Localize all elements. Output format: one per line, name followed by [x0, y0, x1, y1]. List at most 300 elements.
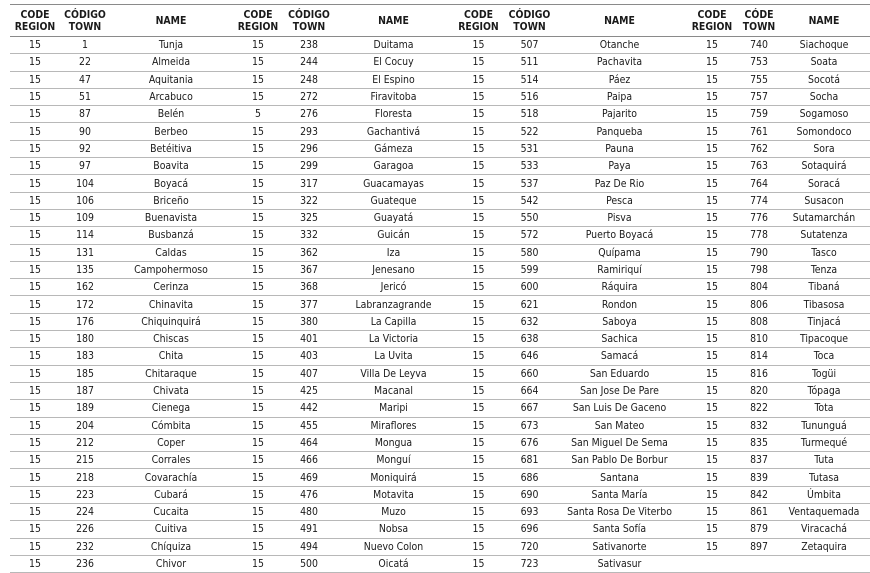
cell-codigo-town: 790	[740, 244, 778, 261]
cell-code-region: 15	[684, 123, 740, 140]
cell-code-region: 15	[453, 452, 504, 469]
cell-name: Tunja	[110, 37, 232, 54]
cell-codigo-town: 755	[740, 71, 778, 88]
cell-name: Cucaita	[110, 504, 232, 521]
cell-code-region: 15	[10, 504, 60, 521]
cell-code-region: 15	[232, 140, 284, 157]
cell-codigo-town: 511	[504, 54, 555, 71]
cell-codigo-town: 135	[60, 261, 110, 278]
table-row	[10, 158, 870, 175]
cell-code-region: 15	[684, 88, 740, 105]
cell-name: Cubará	[110, 486, 232, 503]
cell-code-region: 15	[684, 209, 740, 226]
cell-name: Sativanorte	[555, 538, 684, 555]
cell-name: Cuitiva	[110, 521, 232, 538]
cell-codigo-town: 362	[284, 244, 334, 261]
column-header-line1: NAME	[378, 14, 409, 27]
cell-code-region: 15	[453, 158, 504, 175]
cell-codigo-town: 401	[284, 331, 334, 348]
cell-code-region: 15	[684, 71, 740, 88]
cell-name: Sachica	[555, 331, 684, 348]
cell-codigo-town: 368	[284, 279, 334, 296]
table-row	[10, 417, 870, 434]
cell-name: Tibaná	[778, 279, 870, 296]
cell-code-region: 15	[232, 296, 284, 313]
cell-codigo-town: 572	[504, 227, 555, 244]
table-row	[10, 400, 870, 417]
cell-code-region: 15	[684, 37, 740, 54]
cell-code-region: 15	[10, 244, 60, 261]
towns-table	[10, 4, 870, 573]
cell-codigo-town: 822	[740, 400, 778, 417]
cell-codigo-town: 763	[740, 158, 778, 175]
cell-name: Sotaquirá	[778, 158, 870, 175]
cell-code-region: 15	[684, 382, 740, 399]
table-row	[10, 175, 870, 192]
cell-name: Guateque	[334, 192, 453, 209]
cell-name: Tópaga	[778, 382, 870, 399]
cell-codigo-town: 299	[284, 158, 334, 175]
cell-codigo-town: 480	[284, 504, 334, 521]
cell-name: La Capilla	[334, 313, 453, 330]
table-row	[10, 348, 870, 365]
cell-name: Tenza	[778, 261, 870, 278]
cell-codigo-town: 469	[284, 469, 334, 486]
cell-codigo-town: 403	[284, 348, 334, 365]
cell-name: Chíquiza	[110, 538, 232, 555]
cell-code-region: 15	[684, 54, 740, 71]
cell-code-region: 15	[10, 452, 60, 469]
cell-code-region: 15	[10, 469, 60, 486]
cell-codigo-town: 837	[740, 452, 778, 469]
cell-codigo-town: 761	[740, 123, 778, 140]
cell-name: Chiscas	[110, 331, 232, 348]
cell-codigo-town: 740	[740, 37, 778, 54]
cell-codigo-town: 455	[284, 417, 334, 434]
cell-codigo-town: 621	[504, 296, 555, 313]
cell-code-region: 15	[453, 348, 504, 365]
cell-codigo-town: 686	[504, 469, 555, 486]
cell-name: Sativasur	[555, 555, 684, 572]
cell-code-region: 15	[232, 244, 284, 261]
cell-codigo-town: 638	[504, 331, 555, 348]
cell-name: Soracá	[778, 175, 870, 192]
cell-code-region: 15	[453, 279, 504, 296]
cell-codigo-town: 810	[740, 331, 778, 348]
cell-code-region: 15	[232, 71, 284, 88]
cell-code-region: 15	[453, 106, 504, 123]
column-header-line1: NAME	[155, 14, 187, 27]
cell-codigo-town: 407	[284, 365, 334, 382]
cell-codigo-town: 842	[740, 486, 778, 503]
cell-name: Chivor	[110, 555, 232, 572]
cell-name: Sora	[778, 140, 870, 157]
cell-code-region: 15	[453, 140, 504, 157]
cell-name: Guayatá	[334, 209, 453, 226]
cell-name: Socotá	[778, 71, 870, 88]
cell-code-region: 15	[453, 88, 504, 105]
cell-name: San Miguel De Sema	[555, 434, 684, 451]
cell-name: Ráquira	[555, 279, 684, 296]
column-header	[10, 5, 60, 37]
cell-codigo-town: 814	[740, 348, 778, 365]
cell-codigo-town: 879	[740, 521, 778, 538]
cell-code-region: 15	[453, 504, 504, 521]
table-row	[10, 365, 870, 382]
cell-name: Tasco	[778, 244, 870, 261]
cell-name: Socha	[778, 88, 870, 105]
cell-codigo-town: 660	[504, 365, 555, 382]
cell-name: Sutatenza	[778, 227, 870, 244]
column-header	[504, 5, 555, 37]
cell-name: Cerinza	[110, 279, 232, 296]
cell-code-region: 15	[10, 521, 60, 538]
cell-name: Chiquinquirá	[110, 313, 232, 330]
cell-code-region: 15	[232, 209, 284, 226]
table-row	[10, 140, 870, 157]
column-header	[555, 5, 684, 37]
cell-code-region: 15	[684, 417, 740, 434]
cell-codigo-town: 696	[504, 521, 555, 538]
table-row	[10, 88, 870, 105]
cell-codigo-town: 114	[60, 227, 110, 244]
cell-name: La Victoria	[334, 331, 453, 348]
column-header-line1: CÓDIGO	[508, 8, 551, 21]
cell-codigo-town: 861	[740, 504, 778, 521]
cell-name: San Eduardo	[555, 365, 684, 382]
cell-code-region: 15	[232, 504, 284, 521]
cell-code-region: 15	[684, 400, 740, 417]
cell-name: Ramiriquí	[555, 261, 684, 278]
cell-name: Miraflores	[334, 417, 453, 434]
cell-codigo-town: 90	[60, 123, 110, 140]
cell-name: Chita	[110, 348, 232, 365]
table-row	[10, 469, 870, 486]
cell-name: Guacamayas	[334, 175, 453, 192]
cell-codigo-town: 109	[60, 209, 110, 226]
cell-name: Gachantivá	[334, 123, 453, 140]
cell-code-region: 15	[232, 348, 284, 365]
cell-name: San Pablo De Borbur	[555, 452, 684, 469]
cell-code-region: 15	[684, 279, 740, 296]
cell-codigo-town: 514	[504, 71, 555, 88]
cell-name: Sutamarchán	[778, 209, 870, 226]
cell-name: Turmequé	[778, 434, 870, 451]
cell-name: Rondon	[555, 296, 684, 313]
cell-codigo-town: 476	[284, 486, 334, 503]
column-header-line1: CODE	[697, 8, 727, 21]
cell-codigo-town: 236	[60, 555, 110, 572]
cell-code-region: 15	[684, 469, 740, 486]
cell-codigo-town: 774	[740, 192, 778, 209]
column-header-line2: REGION	[691, 20, 733, 33]
cell-codigo-town: 500	[284, 555, 334, 572]
cell-name: Úmbita	[778, 486, 870, 503]
cell-name: Viracachá	[778, 521, 870, 538]
cell-codigo-town: 104	[60, 175, 110, 192]
cell-codigo-town: 776	[740, 209, 778, 226]
cell-codigo-town: 322	[284, 192, 334, 209]
cell-name: Siachoque	[778, 37, 870, 54]
cell-name: Soata	[778, 54, 870, 71]
cell-code-region: 15	[232, 469, 284, 486]
cell-code-region: 15	[453, 382, 504, 399]
table-row	[10, 434, 870, 451]
column-header-line2: TOWN	[68, 20, 102, 33]
cell-code-region: 15	[10, 365, 60, 382]
cell-codigo-town: 676	[504, 434, 555, 451]
cell-codigo-town: 317	[284, 175, 334, 192]
cell-name: Iza	[334, 244, 453, 261]
cell-code-region: 15	[10, 106, 60, 123]
table-row	[10, 504, 870, 521]
cell-code-region: 15	[453, 192, 504, 209]
header-row	[10, 5, 870, 37]
cell-codigo-town: 218	[60, 469, 110, 486]
cell-name: Buenavista	[110, 209, 232, 226]
cell-codigo-town: 92	[60, 140, 110, 157]
cell-code-region: 15	[453, 486, 504, 503]
cell-name: Tinjacá	[778, 313, 870, 330]
cell-codigo-town: 600	[504, 279, 555, 296]
cell-name: El Espino	[334, 71, 453, 88]
cell-name: Susacon	[778, 192, 870, 209]
cell-codigo-town: 464	[284, 434, 334, 451]
cell-code-region: 15	[453, 400, 504, 417]
cell-name: San Mateo	[555, 417, 684, 434]
cell-code-region: 15	[684, 348, 740, 365]
cell-code-region: 15	[453, 296, 504, 313]
cell-code-region: 15	[453, 469, 504, 486]
cell-codigo-town: 276	[284, 106, 334, 123]
cell-code-region: 15	[10, 538, 60, 555]
cell-name: Pajarito	[555, 106, 684, 123]
cell-codigo-town: 226	[60, 521, 110, 538]
cell-code-region: 15	[232, 313, 284, 330]
table-row	[10, 54, 870, 71]
towns-table-container	[10, 4, 860, 573]
cell-code-region: 15	[232, 521, 284, 538]
cell-codigo-town: 839	[740, 469, 778, 486]
cell-code-region: 15	[10, 88, 60, 105]
cell-name: Togüi	[778, 365, 870, 382]
cell-codigo-town: 377	[284, 296, 334, 313]
column-header	[284, 5, 334, 37]
cell-code-region: 15	[453, 313, 504, 330]
cell-codigo-town: 533	[504, 158, 555, 175]
cell-code-region: 15	[684, 521, 740, 538]
cell-name: Boyacá	[110, 175, 232, 192]
cell-codigo-town: 693	[504, 504, 555, 521]
cell-code-region: 15	[684, 313, 740, 330]
cell-codigo-town: 778	[740, 227, 778, 244]
cell-codigo-town: 798	[740, 261, 778, 278]
cell-name: Tipacoque	[778, 331, 870, 348]
cell-code-region: 15	[232, 261, 284, 278]
cell-code-region: 15	[10, 175, 60, 192]
column-header-line2: TOWN	[742, 20, 776, 33]
cell-name: Oicatá	[334, 555, 453, 572]
cell-codigo-town: 580	[504, 244, 555, 261]
cell-code-region: 15	[453, 417, 504, 434]
cell-name: Santa María	[555, 486, 684, 503]
cell-name: Briceño	[110, 192, 232, 209]
cell-code-region: 15	[453, 521, 504, 538]
cell-codigo-town: 51	[60, 88, 110, 105]
cell-codigo-town: 835	[740, 434, 778, 451]
cell-code-region: 15	[10, 279, 60, 296]
cell-code-region: 15	[453, 261, 504, 278]
cell-name: Pesca	[555, 192, 684, 209]
cell-name: Pauna	[555, 140, 684, 157]
cell-codigo-town: 224	[60, 504, 110, 521]
table-row	[10, 227, 870, 244]
column-header	[740, 5, 778, 37]
table-row	[10, 555, 870, 572]
cell-name: Macanal	[334, 382, 453, 399]
cell-code-region: 15	[10, 400, 60, 417]
cell-codigo-town: 185	[60, 365, 110, 382]
table-header	[10, 5, 870, 37]
cell-name: La Uvita	[334, 348, 453, 365]
cell-code-region: 15	[10, 227, 60, 244]
cell-code-region: 15	[232, 279, 284, 296]
cell-code-region: 15	[453, 331, 504, 348]
cell-codigo-town: 189	[60, 400, 110, 417]
cell-codigo-town: 204	[60, 417, 110, 434]
table-row	[10, 382, 870, 399]
cell-name: San Luis De Gaceno	[555, 400, 684, 417]
cell-code-region: 15	[10, 486, 60, 503]
cell-code-region: 15	[453, 37, 504, 54]
table-row	[10, 209, 870, 226]
cell-codigo-town: 646	[504, 348, 555, 365]
cell-name: Santana	[555, 469, 684, 486]
cell-name: Floresta	[334, 106, 453, 123]
cell-code-region: 15	[232, 365, 284, 382]
table-body	[10, 37, 870, 573]
cell-name: Maripi	[334, 400, 453, 417]
cell-name: Berbeo	[110, 123, 232, 140]
cell-code-region: 15	[10, 140, 60, 157]
cell-codigo-town: 537	[504, 175, 555, 192]
cell-code-region: 15	[232, 227, 284, 244]
cell-name: Chivata	[110, 382, 232, 399]
cell-name: Covarachía	[110, 469, 232, 486]
cell-name: Tuta	[778, 452, 870, 469]
cell-code-region: 15	[453, 555, 504, 572]
cell-code-region: 15	[10, 348, 60, 365]
cell-code-region: 15	[232, 400, 284, 417]
cell-name: Pachavita	[555, 54, 684, 71]
cell-code-region: 15	[232, 538, 284, 555]
cell-code-region: 15	[684, 175, 740, 192]
cell-codigo-town: 183	[60, 348, 110, 365]
cell-codigo-town: 518	[504, 106, 555, 123]
table-row	[10, 192, 870, 209]
cell-name: Tibasosa	[778, 296, 870, 313]
table-row	[10, 261, 870, 278]
cell-codigo-town: 212	[60, 434, 110, 451]
cell-name: Tota	[778, 400, 870, 417]
cell-codigo-town: 542	[504, 192, 555, 209]
cell-code-region: 15	[10, 158, 60, 175]
cell-codigo-town: 897	[740, 538, 778, 555]
cell-codigo-town: 97	[60, 158, 110, 175]
cell-name: Busbanzá	[110, 227, 232, 244]
cell-name: Paya	[555, 158, 684, 175]
cell-codigo-town: 550	[504, 209, 555, 226]
column-header-line1: CODE	[464, 8, 493, 21]
cell-codigo-town: 380	[284, 313, 334, 330]
cell-code-region	[684, 555, 740, 572]
cell-code-region: 15	[232, 123, 284, 140]
cell-codigo-town: 816	[740, 365, 778, 382]
cell-name: Otanche	[555, 37, 684, 54]
cell-codigo-town: 172	[60, 296, 110, 313]
cell-codigo-town: 667	[504, 400, 555, 417]
cell-code-region: 15	[10, 37, 60, 54]
cell-name	[778, 555, 870, 572]
cell-code-region: 15	[232, 88, 284, 105]
cell-code-region: 15	[684, 227, 740, 244]
cell-name: Muzo	[334, 504, 453, 521]
cell-code-region: 15	[684, 140, 740, 157]
cell-code-region: 15	[10, 71, 60, 88]
cell-codigo-town: 664	[504, 382, 555, 399]
cell-codigo-town: 531	[504, 140, 555, 157]
cell-codigo-town: 808	[740, 313, 778, 330]
table-row	[10, 521, 870, 538]
cell-name: Cienega	[110, 400, 232, 417]
cell-code-region: 15	[232, 452, 284, 469]
cell-codigo-town: 764	[740, 175, 778, 192]
cell-name: Firavitoba	[334, 88, 453, 105]
cell-name: Monguí	[334, 452, 453, 469]
cell-code-region: 15	[684, 538, 740, 555]
cell-name: Villa De Leyva	[334, 365, 453, 382]
cell-codigo-town: 180	[60, 331, 110, 348]
cell-name: Coper	[110, 434, 232, 451]
cell-name: Aquitania	[110, 71, 232, 88]
cell-code-region: 15	[684, 244, 740, 261]
table-row	[10, 452, 870, 469]
cell-codigo-town: 522	[504, 123, 555, 140]
cell-code-region: 15	[453, 244, 504, 261]
cell-code-region: 15	[10, 434, 60, 451]
cell-code-region: 15	[232, 434, 284, 451]
cell-code-region: 15	[453, 209, 504, 226]
cell-code-region: 15	[10, 555, 60, 572]
cell-name: Toca	[778, 348, 870, 365]
table-row	[10, 123, 870, 140]
cell-codigo-town: 673	[504, 417, 555, 434]
column-header-line2: REGION	[237, 20, 279, 33]
cell-code-region: 15	[684, 331, 740, 348]
cell-codigo-town	[740, 555, 778, 572]
table-row	[10, 331, 870, 348]
table-row	[10, 71, 870, 88]
cell-code-region: 15	[453, 123, 504, 140]
cell-name: Samacá	[555, 348, 684, 365]
table-row	[10, 486, 870, 503]
cell-name: Jenesano	[334, 261, 453, 278]
cell-code-region: 15	[684, 261, 740, 278]
cell-codigo-town: 293	[284, 123, 334, 140]
table-row	[10, 538, 870, 555]
column-header-line1: CÓDE	[744, 8, 774, 21]
cell-code-region: 15	[10, 296, 60, 313]
